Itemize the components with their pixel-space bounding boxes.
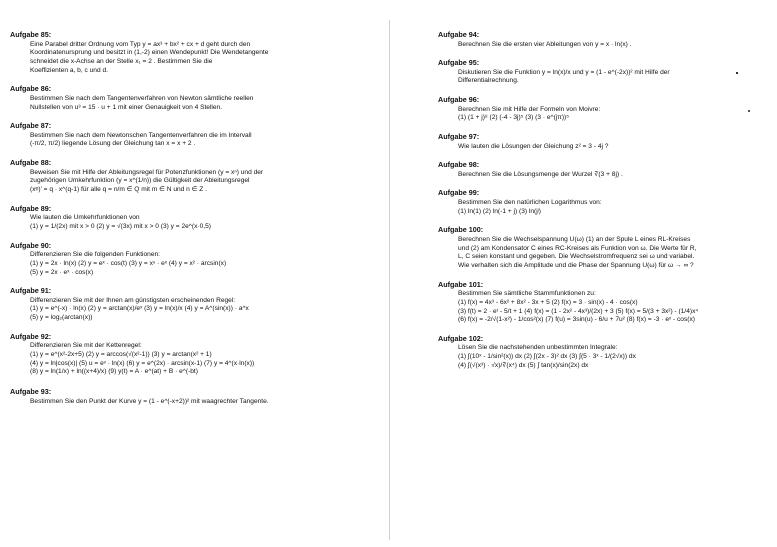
- task-body: [458, 143, 768, 152]
- task-title: Aufgabe 97:: [438, 132, 480, 142]
- task-line: (1) ∫(10ˣ - 1/sin²(x)) dx (2) ∫(2x - 3)² dx (3) ∫(5 · 3ˣ - 1/(2√x)) dx: [458, 353, 636, 361]
- task-line: (1) (1 + j)⁸ (2) (-4 - 3j)⁵ (3) (3 · e^(jπ))⁵: [458, 114, 569, 122]
- task-line: Lösen Sie die nachstehenden unbestimmten Integrale:: [458, 344, 618, 352]
- task-line: Koordinatenursprung und besitzt in (1,-2) einen Wendepunkt! Die Wendetangente: [30, 49, 269, 57]
- task-body: [458, 41, 768, 50]
- task-line: (8) y = ln(1/x) + ln((x+4)/x) (9) y(t) = A · e^(at) + B · e^(-bt): [30, 368, 198, 376]
- task-title: Aufgabe 86:: [10, 84, 52, 94]
- task-block: [10, 84, 390, 112]
- task-line: (1) y = 1/(2x) mit x > 0 (2) y = √(3x) mit x > 0 (3) y = 2e^(x·0,5): [30, 222, 211, 230]
- task-line: Beweisen Sie mit Hilfe der Ableitungsregel für Potenzfunktionen (y = xⁿ) und der: [30, 168, 264, 176]
- task-line: Eine Parabel dritter Ordnung vom Typ y = ax³ + bx² + cx + d geht durch den: [30, 40, 251, 48]
- task-block: [438, 58, 768, 86]
- task-line: Bestimmen Sie den natürlichen Logarithmus von:: [458, 198, 602, 206]
- task-line: schneidet die x-Achse an der Stelle x₁ = 2 . Bestimmen Sie die: [30, 57, 213, 65]
- task-block: [438, 132, 768, 151]
- task-line: L, C seien konstant und gegeben. Die Wechselstromfrequenz sei ω und variabel.: [458, 253, 695, 261]
- task-title: Aufgabe 101:: [438, 279, 484, 289]
- task-line: Bestimmen Sie den Punkt der Kurve y = (1 - e^(-x+2))² mit waagrechter Tangente.: [30, 397, 269, 405]
- task-body: [30, 95, 390, 112]
- task-block: [10, 158, 390, 195]
- task-line: Bestimmen Sie sämtliche Stammfunktionen zu:: [458, 290, 596, 298]
- task-title: Aufgabe 100:: [438, 225, 484, 235]
- task-body: [458, 199, 768, 216]
- task-title: Aufgabe 99:: [438, 188, 480, 198]
- task-line: Berechnen Sie die Lösungsmenge der Wurzel ∜(3 + 8j) .: [458, 170, 623, 178]
- task-title: Aufgabe 89:: [10, 203, 52, 213]
- task-title: Aufgabe 91:: [10, 286, 52, 296]
- task-line: Bestimmen Sie nach dem Newtonschen Tangentenverfahren die im Intervall: [30, 131, 252, 139]
- task-line: Diskutieren Sie die Funktion y = ln(x)/x und y = (1 - e^(-2x))² mit Hilfe der: [458, 68, 670, 76]
- task-block: [438, 188, 768, 216]
- task-block: [10, 121, 390, 149]
- task-line: (6) f(x) = -2/√(1-x²) - 1/cos²(x) (7) f(u) = 3sin(u) - 6/u + 7u² (8) f(x) = -3 · eˣ - cos(x): [458, 316, 695, 324]
- task-line: Berechnen Sie die Wechselspannung U(ω) (1) an der Spule L eines RL-Kreises: [458, 235, 691, 243]
- scan-speck: [736, 72, 738, 74]
- left-column: [10, 30, 390, 415]
- task-line: (3) f(t) = 2 · eᵗ - 5/t + 1 (4) f(x) = (1 - 2x² - 4x³)/(2x) + 3 (5) f(x) = 5/(3 + 3x²) - (1/4)x⁴: [458, 307, 699, 315]
- task-line: Berechnen Sie mit Hilfe der Formeln von Moivre:: [458, 105, 601, 113]
- task-line: (5) y = log₂(arctan(x)): [30, 314, 93, 322]
- task-line: Differenzieren Sie mit der Kettenregel:: [30, 342, 142, 350]
- task-block: [438, 225, 768, 270]
- task-title: Aufgabe 85:: [10, 30, 52, 39]
- task-line: Wie lauten die Lösungen der Gleichung z² = 3 - 4j ?: [458, 142, 609, 150]
- task-block: [10, 332, 390, 377]
- task-body: [30, 297, 390, 323]
- task-line: Differentialrechnung.: [458, 77, 519, 85]
- task-title: Aufgabe 92:: [10, 331, 52, 341]
- task-body: [30, 342, 390, 377]
- task-line: (1) y = 2x · ln(x) (2) y = eˣ · cos(t) (3) y = xⁿ · eˣ (4) y = x² · arcsin(x): [30, 259, 227, 267]
- task-body: [30, 214, 390, 231]
- scan-mark: [748, 110, 750, 112]
- task-title: Aufgabe 87:: [10, 121, 52, 131]
- task-body: [458, 106, 768, 123]
- task-block: [10, 204, 390, 232]
- task-line: Bestimmen Sie nach dem Tangentenverfahren von Newton sämtliche reellen: [30, 94, 254, 102]
- task-block: [10, 241, 390, 278]
- task-body: [30, 398, 390, 407]
- task-line: und (2) am Kondensator C eines RC-Kreises als Funktion von ω. Die Werte für R,: [458, 244, 697, 252]
- task-line: (4) y = ln|cos(x)| (5) u = eᵛ · ln(x) (6) y = e^(2x) · arcsin(x-1) (7) y = 4^(x·ln(x)): [30, 359, 255, 367]
- task-block: [438, 95, 768, 123]
- task-line: (1) f(x) = 4x³ - 6x² + 8x² - 3x + 5 (2) f(x) = 3 · sin(x) - 4 · cos(x): [458, 298, 638, 306]
- task-block: [10, 30, 390, 75]
- task-body: [458, 236, 768, 271]
- task-block: [10, 286, 390, 323]
- task-line: Wie lauten die Umkehrfunktionen von: [30, 214, 140, 222]
- task-body: [458, 171, 768, 180]
- task-line: Nullstellen von u³ = 15 · u + 1 mit einer Genauigkeit von 4 Stellen.: [30, 103, 223, 111]
- task-body: [30, 41, 390, 76]
- task-line: zugehörigen Umkehrfunktion (y = x^(1/n)) die Gültigkeit der Ableitungsregel: [30, 177, 250, 185]
- task-block: [438, 160, 768, 179]
- task-body: [30, 251, 390, 277]
- task-title: Aufgabe 88:: [10, 158, 52, 168]
- task-body: [458, 344, 768, 370]
- task-body: [30, 169, 390, 195]
- task-block: [438, 280, 768, 325]
- task-line: Differenzieren Sie mit der Ihnen am günstigsten erscheinenden Regel:: [30, 296, 236, 304]
- task-line: (4) ∫(√(x³) · √x)/∜(x⁴) dx (5) ∫ tan(x)/sin(2x) dx: [458, 361, 589, 369]
- task-line: Berechnen Sie die ersten vier Ableitungen von y = x · ln(x) .: [458, 40, 632, 48]
- task-line: Koeffizienten a, b, c und d.: [30, 66, 108, 74]
- task-title: Aufgabe 93:: [10, 387, 52, 397]
- task-line: (-π/2, π/2) liegende Lösung der Gleichung tan x = x + 2 .: [30, 140, 196, 148]
- task-block: [10, 387, 390, 406]
- task-body: [458, 290, 768, 325]
- task-body: [458, 69, 768, 86]
- task-title: Aufgabe 98:: [438, 160, 480, 170]
- task-line: Differenzieren Sie die folgenden Funktionen:: [30, 251, 161, 259]
- task-line: (5) y = 2x · eˣ · cos(x): [30, 268, 94, 276]
- task-title: Aufgabe 102:: [438, 333, 484, 343]
- task-body: [30, 132, 390, 149]
- task-title: Aufgabe 94:: [438, 30, 480, 39]
- task-block: [438, 334, 768, 371]
- task-line: Wie verhalten sich die Amplitude und die Phase der Spannung U(ω) für ω → ∞ ?: [458, 261, 694, 269]
- task-title: Aufgabe 96:: [438, 95, 480, 105]
- right-column: [438, 30, 768, 380]
- task-block: [438, 30, 768, 49]
- task-line: (1) ln(1) (2) ln(-1 + j) (3) ln(jʲ): [458, 207, 541, 215]
- task-line: (1) y = e^(-x) · ln(x) (2) y = arctan(x)/eˣ (3) y = ln(x)/x (4) y = A^(sin(x)) · a^x: [30, 305, 249, 313]
- task-title: Aufgabe 90:: [10, 240, 52, 250]
- task-line: (xᵠ)' = q · x^(q-1) für alle q = n/m ∈ Q mit m ∈ N und n ∈ Z .: [30, 186, 207, 194]
- task-title: Aufgabe 95:: [438, 58, 480, 68]
- task-line: (1) y = e^(x²-2x+5) (2) y = arccos(√(x²-1)) (3) y = arctan(x² + 1): [30, 351, 212, 359]
